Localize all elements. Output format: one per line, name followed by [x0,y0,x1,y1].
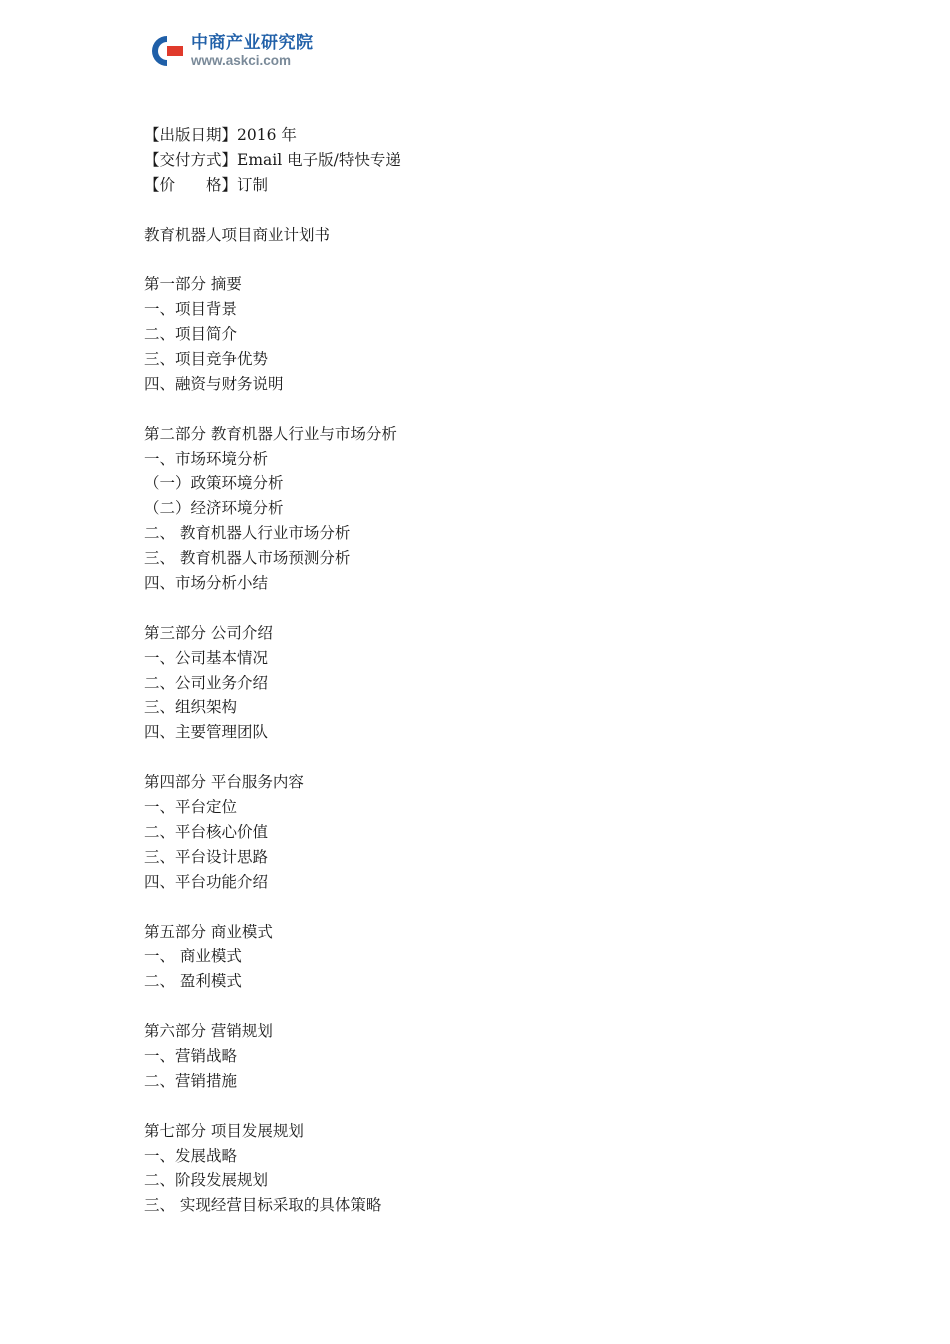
meta-label: 【交付方式】 [144,150,238,169]
section-heading: 第三部分 公司介绍 [144,623,273,642]
toc-item: 一、营销战略 [144,1046,238,1065]
toc-item: 二、阶段发展规划 [144,1171,269,1190]
toc-item: 二、平台核心价值 [144,822,269,841]
document-title: 教育机器人项目商业计划书 [144,225,331,244]
section-heading: 第六部分 营销规划 [144,1022,273,1041]
toc-item: 二、公司业务介绍 [144,673,269,692]
toc-item: 四、融资与财务说明 [144,374,284,393]
toc-item: 二、项目简介 [144,325,238,344]
logo-url: www.askci.com [191,52,292,68]
meta-publish-date [144,123,844,148]
meta-value: 订制 [237,175,269,194]
meta-value: 2016 年 [237,126,297,144]
toc-item: 三、 实现经营目标采取的具体策略 [144,1196,382,1215]
toc-item: 四、市场分析小结 [144,574,269,593]
section-heading: 第四部分 平台服务内容 [144,773,304,792]
toc-item: 一、发展战略 [144,1146,238,1165]
toc-item: 四、主要管理团队 [144,723,269,742]
toc-item: 一、项目背景 [144,300,238,319]
logo-name: 中商产业研究院 [191,32,314,53]
meta-label: 【价 格】 [144,175,238,194]
toc-item: 二、营销措施 [144,1071,238,1090]
toc-item: 二、 教育机器人行业市场分析 [144,524,351,543]
toc-item: 三、 教育机器人市场预测分析 [144,549,351,568]
toc-item: （一）政策环境分析 [144,474,284,493]
meta-delivery [144,148,844,173]
toc-item: 一、公司基本情况 [144,648,269,667]
logo-mark-icon [147,33,187,69]
toc-item: 四、平台功能介绍 [144,872,269,891]
section-heading: 第二部分 教育机器人行业与市场分析 [144,424,397,443]
toc-item: 三、项目竞争优势 [144,350,269,369]
section-heading: 第七部分 项目发展规划 [144,1121,304,1140]
toc-item: 二、 盈利模式 [144,972,242,991]
meta-price [144,173,844,198]
company-logo [147,33,314,69]
toc-item: 一、平台定位 [144,798,238,817]
document-body [144,123,844,1218]
toc-item: 一、市场环境分析 [144,449,269,468]
meta-label: 【出版日期】 [144,126,238,144]
section-heading: 第一部分 摘要 [144,275,242,294]
toc-item: 三、平台设计思路 [144,847,269,866]
toc-item: 三、组织架构 [144,698,238,717]
meta-value: Email 电子版/特快专递 [237,150,401,169]
toc-item: 一、 商业模式 [144,947,242,966]
toc-item: （二）经济环境分析 [144,499,284,518]
section-heading: 第五部分 商业模式 [144,922,273,941]
